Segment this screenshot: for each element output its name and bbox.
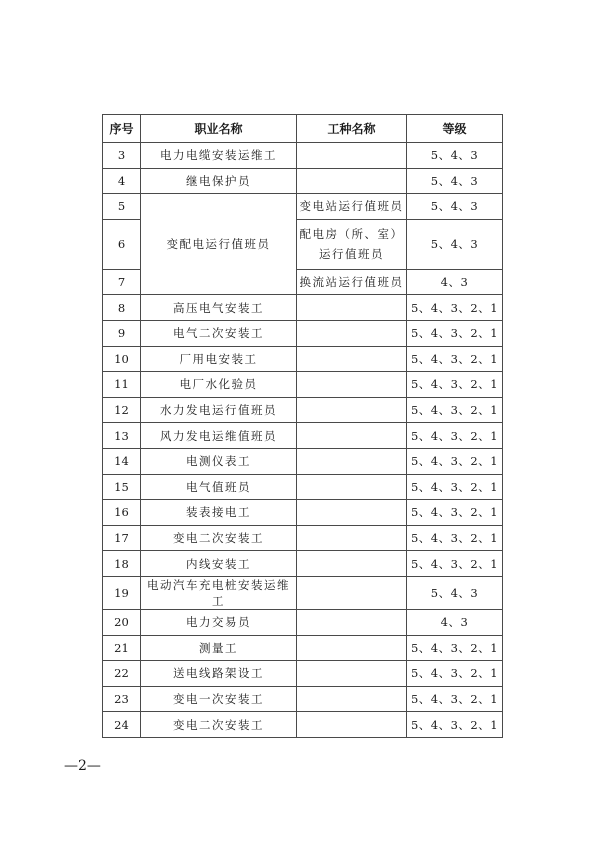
- header-level: 等级: [407, 115, 503, 143]
- row-index: 16: [103, 500, 141, 526]
- row-level: 5、4、3、2、1: [407, 635, 503, 661]
- row-occupation: 水力发电运行值班员: [141, 397, 297, 423]
- row-level: 5、4、3: [407, 143, 503, 169]
- row-work-type: [297, 576, 407, 609]
- table-row: [103, 609, 503, 635]
- table-row: [103, 576, 503, 609]
- row-index: 20: [103, 609, 141, 635]
- row-index: 7: [103, 269, 141, 295]
- table-body: [103, 143, 503, 738]
- row-index: 6: [103, 219, 141, 269]
- table-row: [103, 686, 503, 712]
- row-level: 5、4、3、2、1: [407, 397, 503, 423]
- row-level: 5、4、3: [407, 576, 503, 609]
- row-occupation: 送电线路架设工: [141, 661, 297, 687]
- table-row: [103, 448, 503, 474]
- row-work-type: [297, 474, 407, 500]
- table-row: [103, 551, 503, 577]
- table-row: [103, 295, 503, 321]
- header-work-type: 工种名称: [297, 115, 407, 143]
- row-work-type: 配电房（所、室）运行值班员: [297, 219, 407, 269]
- row-level: 5、4、3、2、1: [407, 712, 503, 738]
- row-occupation: 电测仪表工: [141, 448, 297, 474]
- table-row: [103, 525, 503, 551]
- table-row: [103, 194, 503, 220]
- row-work-type: [297, 712, 407, 738]
- row-level: 5、4、3、2、1: [407, 295, 503, 321]
- row-level: 5、4、3、2、1: [407, 551, 503, 577]
- row-occupation: 电气二次安装工: [141, 320, 297, 346]
- table-row: [103, 168, 503, 194]
- table-row: [103, 661, 503, 687]
- row-level: 5、4、3、2、1: [407, 500, 503, 526]
- row-level: 5、4、3、2、1: [407, 686, 503, 712]
- row-occupation: 变电二次安装工: [141, 525, 297, 551]
- row-index: 11: [103, 372, 141, 398]
- row-work-type: [297, 143, 407, 169]
- row-index: 24: [103, 712, 141, 738]
- row-occupation: 电力电缆安装运维工: [141, 143, 297, 169]
- row-index: 14: [103, 448, 141, 474]
- row-occupation: 电力交易员: [141, 609, 297, 635]
- row-occupation: 内线安装工: [141, 551, 297, 577]
- row-work-type: [297, 661, 407, 687]
- table-row: [103, 712, 503, 738]
- row-occupation: 继电保护员: [141, 168, 297, 194]
- row-index: 23: [103, 686, 141, 712]
- row-occupation: 测量工: [141, 635, 297, 661]
- row-work-type: [297, 168, 407, 194]
- row-work-type: [297, 551, 407, 577]
- row-work-type: [297, 500, 407, 526]
- page-number: —2—: [64, 758, 101, 774]
- row-level: 5、4、3、2、1: [407, 525, 503, 551]
- row-level: 5、4、3、2、1: [407, 346, 503, 372]
- table-row: [103, 372, 503, 398]
- row-level: 5、4、3、2、1: [407, 372, 503, 398]
- row-index: 3: [103, 143, 141, 169]
- row-index: 12: [103, 397, 141, 423]
- row-level: 4、3: [407, 609, 503, 635]
- row-index: 5: [103, 194, 141, 220]
- row-occupation: 厂用电安装工: [141, 346, 297, 372]
- row-work-type: [297, 320, 407, 346]
- row-work-type: [297, 525, 407, 551]
- row-level: 5、4、3、2、1: [407, 423, 503, 449]
- row-level: 5、4、3、2、1: [407, 474, 503, 500]
- row-index: 21: [103, 635, 141, 661]
- table-row: [103, 635, 503, 661]
- header-occupation: 职业名称: [141, 115, 297, 143]
- row-level: 5、4、3、2、1: [407, 661, 503, 687]
- row-occupation: 变电二次安装工: [141, 712, 297, 738]
- row-index: 10: [103, 346, 141, 372]
- row-index: 15: [103, 474, 141, 500]
- row-occupation: 风力发电运维值班员: [141, 423, 297, 449]
- row-occupation: 电气值班员: [141, 474, 297, 500]
- row-occupation: 电厂水化验员: [141, 372, 297, 398]
- header-index: 序号: [103, 115, 141, 143]
- row-work-type: [297, 686, 407, 712]
- row-work-type: [297, 423, 407, 449]
- row-index: 9: [103, 320, 141, 346]
- row-level: 4、3: [407, 269, 503, 295]
- row-index: 19: [103, 576, 141, 609]
- row-work-type: [297, 635, 407, 661]
- occupation-grade-table: [102, 114, 503, 738]
- row-level: 5、4、3: [407, 168, 503, 194]
- row-work-type: 换流站运行值班员: [297, 269, 407, 295]
- row-occupation: 变电一次安装工: [141, 686, 297, 712]
- row-index: 4: [103, 168, 141, 194]
- row-work-type: [297, 372, 407, 398]
- row-work-type: [297, 346, 407, 372]
- table-row: [103, 500, 503, 526]
- table-row: [103, 423, 503, 449]
- row-index: 13: [103, 423, 141, 449]
- row-occupation: 电动汽车充电桩安装运维工: [141, 576, 297, 609]
- row-work-type: 变电站运行值班员: [297, 194, 407, 220]
- table-row: [103, 143, 503, 169]
- row-work-type: [297, 609, 407, 635]
- row-occupation: 装表接电工: [141, 500, 297, 526]
- row-level: 5、4、3、2、1: [407, 320, 503, 346]
- row-work-type: [297, 397, 407, 423]
- row-level: 5、4、3: [407, 219, 503, 269]
- table-header-row: [103, 115, 503, 143]
- row-occupation: 高压电气安装工: [141, 295, 297, 321]
- row-work-type: [297, 448, 407, 474]
- row-level: 5、4、3: [407, 194, 503, 220]
- row-index: 17: [103, 525, 141, 551]
- table-row: [103, 346, 503, 372]
- row-index: 8: [103, 295, 141, 321]
- table-row: [103, 474, 503, 500]
- table-row: [103, 320, 503, 346]
- row-occupation-merged: 变配电运行值班员: [141, 194, 297, 295]
- row-index: 18: [103, 551, 141, 577]
- row-work-type: [297, 295, 407, 321]
- table-row: [103, 397, 503, 423]
- row-level: 5、4、3、2、1: [407, 448, 503, 474]
- row-index: 22: [103, 661, 141, 687]
